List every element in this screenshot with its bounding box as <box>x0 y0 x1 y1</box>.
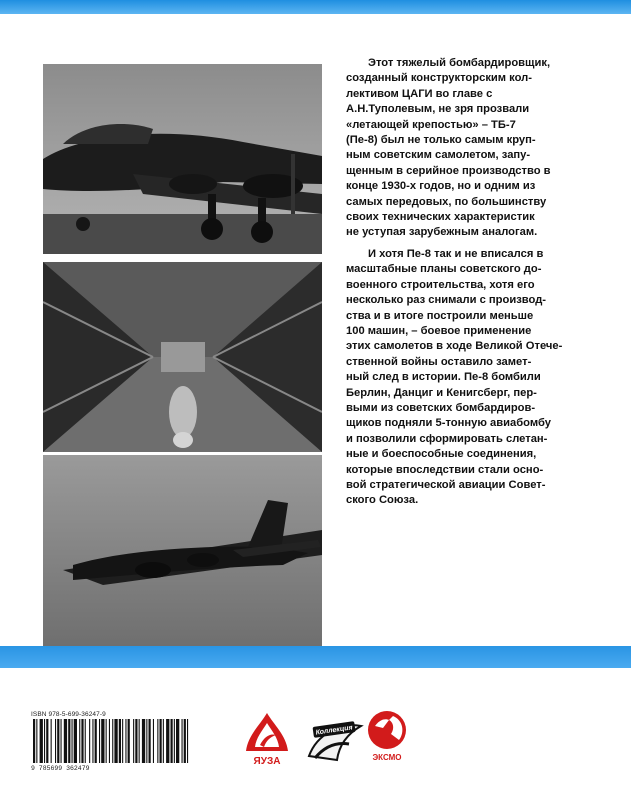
text-line: не уступая зарубежным аналогам. <box>346 226 538 239</box>
text-line: ства и в итоге построили меньше <box>346 309 534 322</box>
text-line: самых передовых, по большинству <box>346 195 547 208</box>
text-line: ные и боеспособные соединения, <box>346 448 537 461</box>
text-line: ным советским самолетом, запу- <box>346 149 531 162</box>
eksmo-logo <box>363 708 411 766</box>
text-line: ственной войны оставило замет- <box>346 355 532 368</box>
text-line: которые впоследствии стали осно- <box>346 463 544 476</box>
annotation-paragraph-1 <box>346 56 604 241</box>
top-blue-stripe <box>0 0 631 14</box>
book-annotation-text <box>346 56 604 509</box>
text-line: ный след в истории. Пе-8 бомбили <box>346 371 541 384</box>
text-line: Этот тяжелый бомбардировщик, <box>368 57 551 69</box>
text-line: созданный конструкторским кол- <box>346 72 533 85</box>
text-line: Берлин, Данциг и Кенигсберг, пер- <box>346 386 537 399</box>
eksmo-logo-label: ЭКСМО <box>372 753 402 762</box>
text-line: конце 1930-х годов, но и одним из <box>346 180 536 193</box>
text-line: щиков подняли 5-тонную авиабомбу <box>346 417 551 430</box>
text-line: несколько раз снимали с производ- <box>346 294 547 307</box>
bomb-bay-interior-photo <box>43 262 322 452</box>
text-line: вой стратегической авиации Совет- <box>346 478 546 491</box>
text-line: щенным в серийное производство в <box>346 164 551 177</box>
text-line: своих технических характеристик <box>346 211 535 224</box>
yauza-logo <box>242 711 292 768</box>
text-line: военного строительства, хотя его <box>346 278 535 291</box>
barcode <box>31 719 191 770</box>
text-line: лективом ЦАГИ во главе с <box>346 87 493 100</box>
blue-band <box>0 646 631 668</box>
text-line: этих самолетов в ходе Великой Отече- <box>346 340 563 353</box>
text-line: ского Союза. <box>346 494 419 507</box>
kollekciya-logo-label: Коллекция <box>315 724 354 737</box>
bomber-on-airfield-photo <box>43 64 322 254</box>
text-line: и позволили сформировать слетан- <box>346 432 548 445</box>
text-line: выми из советских бомбардиров- <box>346 401 536 414</box>
text-line: «летающей крепостью» – ТБ-7 <box>346 118 516 131</box>
bomber-in-flight-photo <box>43 455 322 646</box>
text-line: 100 машин, – боевое применение <box>346 324 532 337</box>
yauza-logo-label: ЯУЗА <box>253 756 281 767</box>
kollekciya-logo <box>303 716 365 766</box>
annotation-paragraph-2 <box>346 247 604 509</box>
text-line: масштабные планы советского до- <box>346 263 542 276</box>
text-line: А.Н.Туполевым, не зря прозвали <box>346 103 530 116</box>
text-line: И хотя Пе-8 так и не вписался в <box>368 247 544 260</box>
text-line: (Пе-8) был не только самым круп- <box>346 134 536 147</box>
barcode-digits: 9 785699 362479 <box>31 765 90 772</box>
isbn-label: ISBN 978-5-699-36247-9 <box>31 711 106 718</box>
